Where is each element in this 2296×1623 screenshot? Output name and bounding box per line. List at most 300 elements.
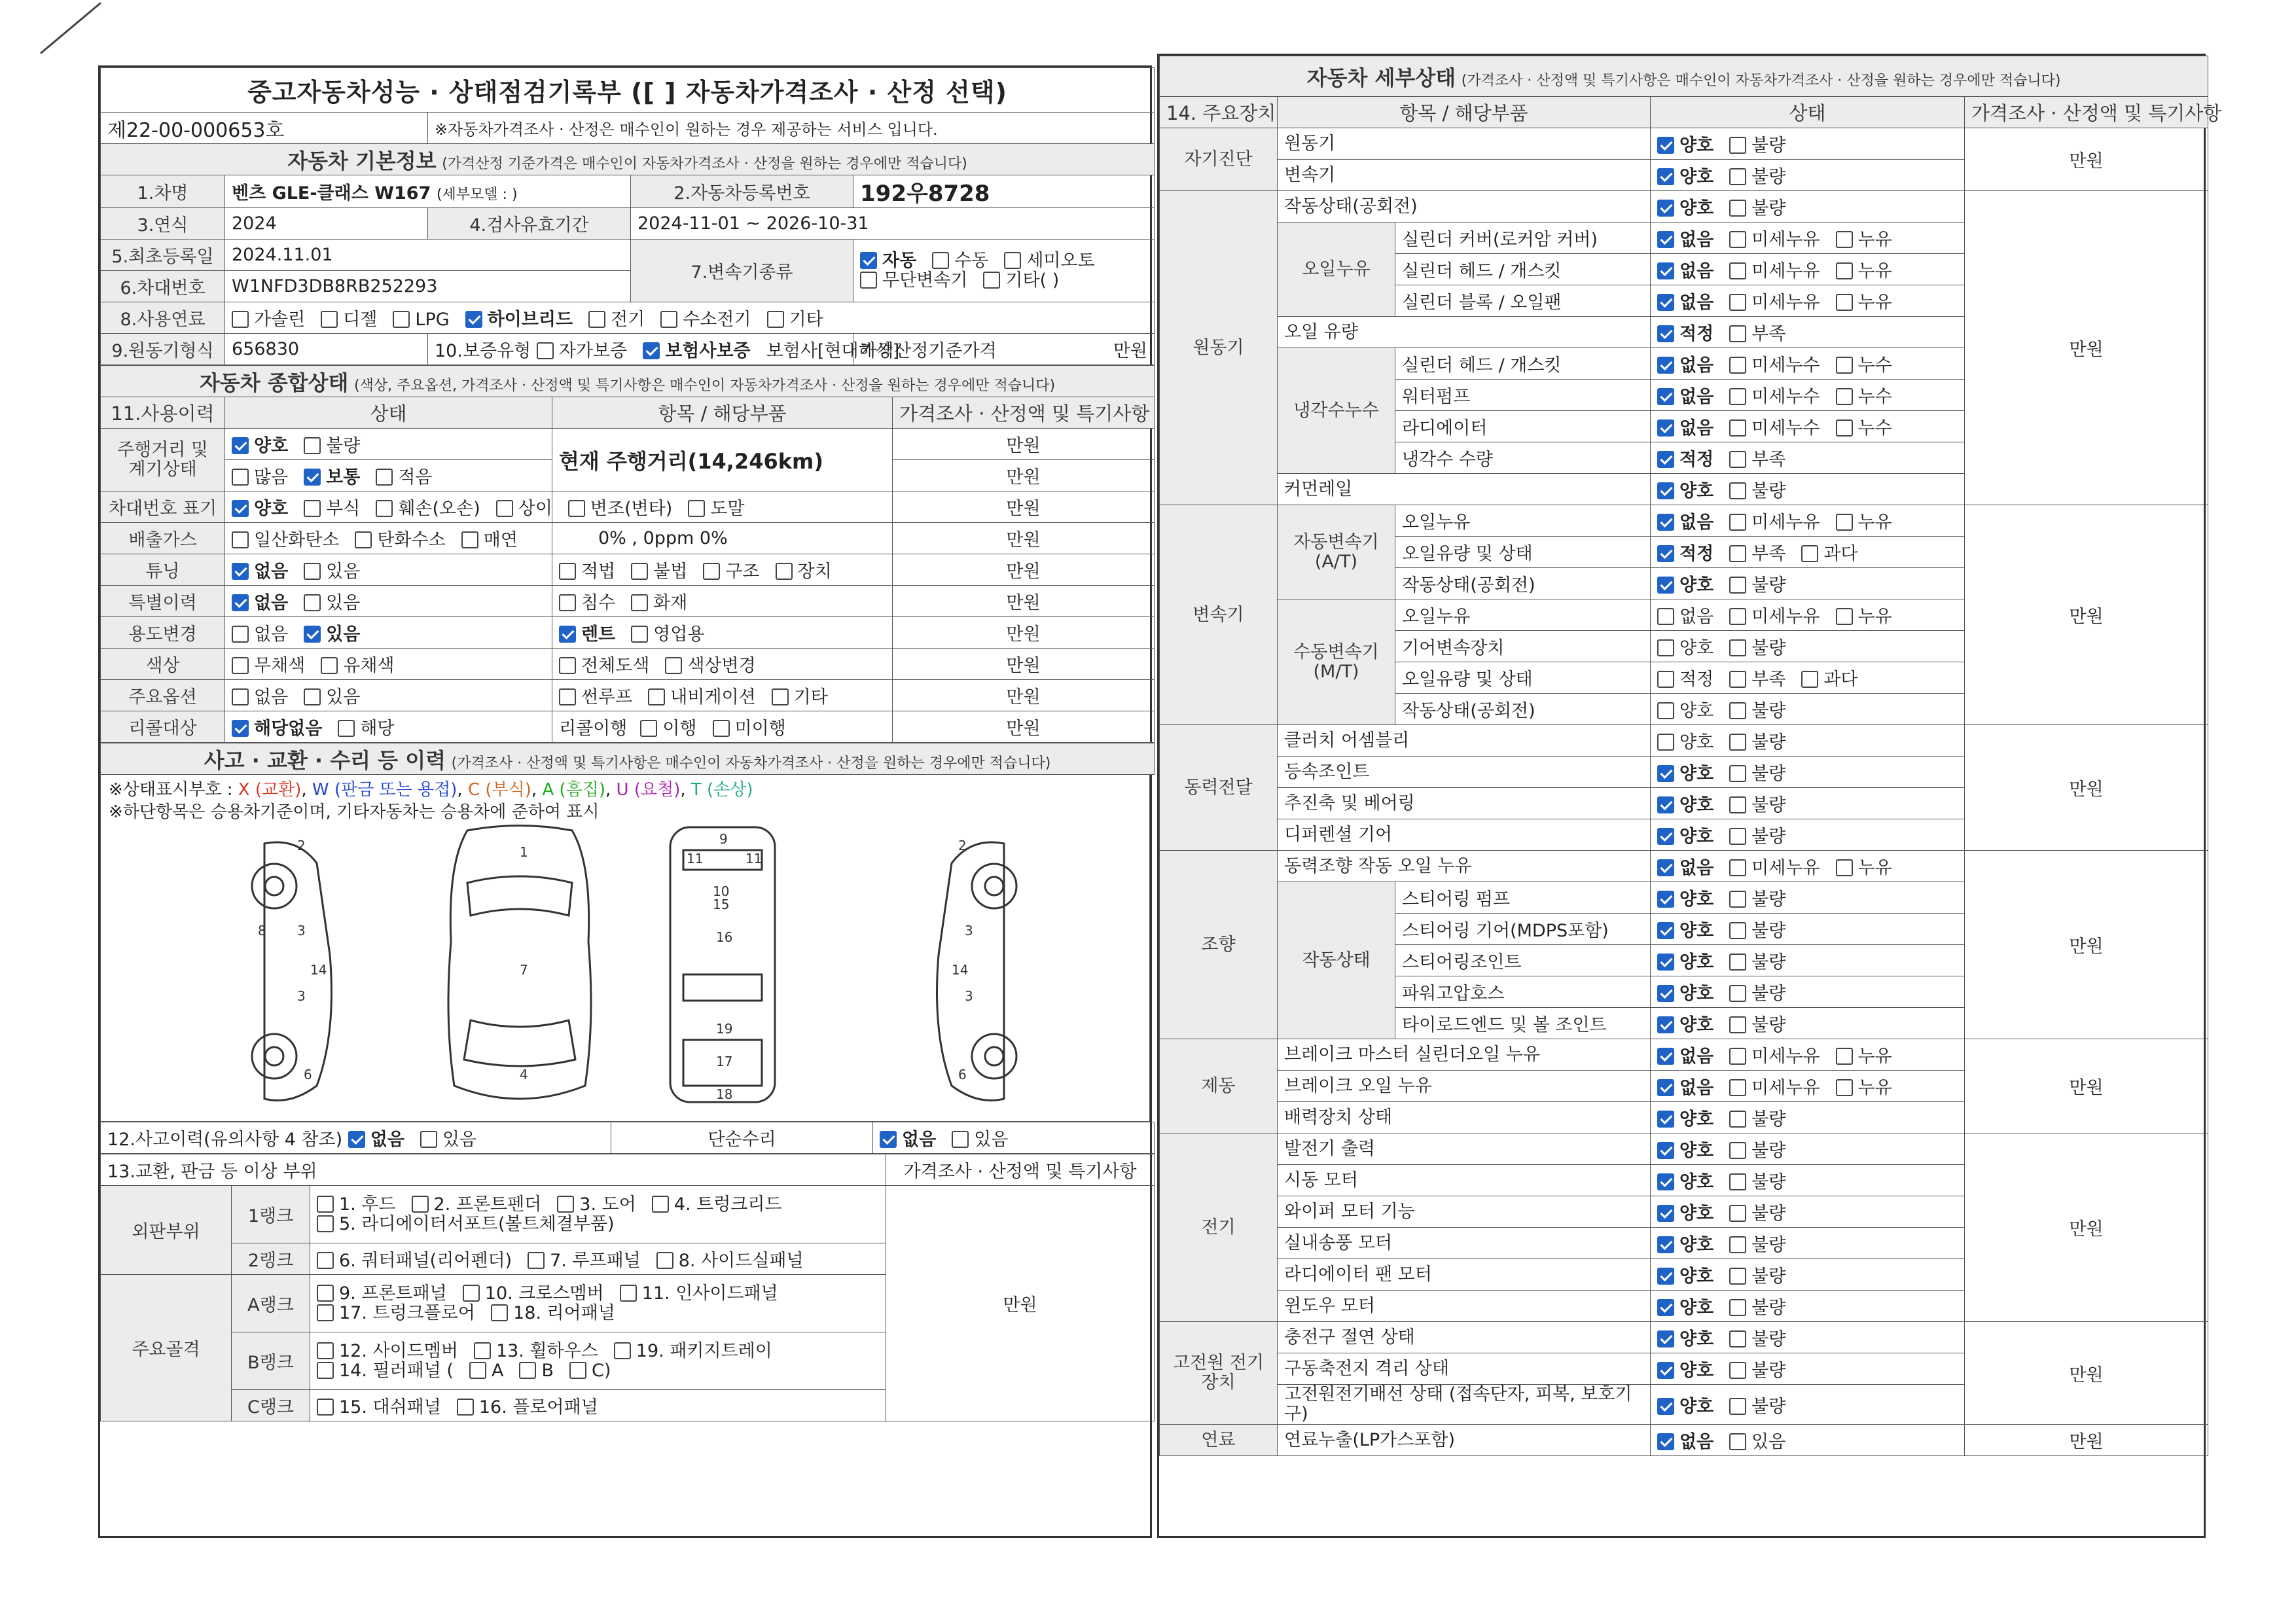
checkbox-option[interactable] <box>1729 414 1820 439</box>
checkbox-option[interactable] <box>569 1361 611 1381</box>
checked-box-icon[interactable] <box>1657 859 1674 876</box>
checked-box-icon[interactable] <box>1657 1299 1674 1316</box>
unchecked-box-icon[interactable] <box>776 563 793 580</box>
unchecked-box-icon[interactable] <box>232 469 249 486</box>
checkbox-option[interactable] <box>348 1125 404 1150</box>
unchecked-box-icon[interactable] <box>1801 671 1818 688</box>
checkbox-option[interactable] <box>1657 1199 1713 1224</box>
checkbox-option[interactable] <box>1657 1136 1713 1162</box>
checkbox-option[interactable] <box>232 651 305 677</box>
unchecked-box-icon[interactable] <box>1729 419 1746 437</box>
checkbox-option[interactable] <box>491 1304 615 1323</box>
checkbox-option[interactable] <box>1657 1325 1713 1350</box>
checked-box-icon[interactable] <box>1657 765 1674 782</box>
checkbox-option[interactable] <box>420 1125 476 1150</box>
checkbox-option[interactable] <box>1729 602 1820 628</box>
checkbox-option[interactable] <box>317 1393 441 1418</box>
checkbox-option[interactable] <box>469 1361 503 1381</box>
checkbox-option[interactable] <box>1836 351 1892 376</box>
checkbox-option[interactable] <box>1836 414 1892 439</box>
checkbox-option[interactable] <box>1657 791 1713 816</box>
checked-box-icon[interactable] <box>1657 168 1674 185</box>
unchecked-box-icon[interactable] <box>1836 419 1853 437</box>
unchecked-box-icon[interactable] <box>952 1131 969 1148</box>
unchecked-box-icon[interactable] <box>393 311 410 328</box>
unchecked-box-icon[interactable] <box>1729 137 1746 154</box>
unchecked-box-icon[interactable] <box>1729 671 1746 688</box>
checkbox-option[interactable] <box>1657 131 1713 156</box>
checkbox-option[interactable] <box>1657 1427 1713 1453</box>
checkbox-option[interactable] <box>465 305 573 330</box>
unchecked-box-icon[interactable] <box>1729 1205 1746 1222</box>
checkbox-option[interactable] <box>1657 885 1713 910</box>
checked-box-icon[interactable] <box>1657 1268 1674 1285</box>
checked-box-icon[interactable] <box>1657 922 1674 939</box>
checked-box-icon[interactable] <box>1657 796 1674 813</box>
checkbox-option[interactable] <box>1657 916 1713 942</box>
checkbox-option[interactable] <box>1729 1356 1785 1382</box>
checkbox-option[interactable] <box>1729 979 1785 1005</box>
checked-box-icon[interactable] <box>1657 1330 1674 1347</box>
checkbox-option[interactable] <box>1657 225 1713 251</box>
checkbox-option[interactable] <box>1729 382 1820 408</box>
checkbox-option[interactable] <box>1729 728 1785 753</box>
checkbox-option[interactable] <box>1657 633 1713 659</box>
checkbox-option[interactable] <box>317 1304 475 1323</box>
unchecked-box-icon[interactable] <box>1729 1142 1746 1159</box>
unchecked-box-icon[interactable] <box>420 1131 437 1148</box>
unchecked-box-icon[interactable] <box>569 1362 586 1379</box>
checked-box-icon[interactable] <box>1657 1205 1674 1222</box>
checkbox-option[interactable] <box>620 1284 778 1304</box>
unchecked-box-icon[interactable] <box>321 657 338 674</box>
unchecked-box-icon[interactable] <box>1729 1016 1746 1033</box>
unchecked-box-icon[interactable] <box>1729 1236 1746 1253</box>
checkbox-option[interactable] <box>588 305 645 330</box>
checkbox-option[interactable] <box>1729 194 1785 219</box>
checkbox-option[interactable] <box>559 651 649 677</box>
unchecked-box-icon[interactable] <box>1729 200 1746 217</box>
checkbox-option[interactable] <box>474 1342 598 1361</box>
checkbox-option[interactable] <box>1657 162 1713 188</box>
checkbox-option[interactable] <box>1004 251 1094 271</box>
checkbox-option[interactable] <box>568 494 672 520</box>
checkbox-option[interactable] <box>1729 1168 1785 1193</box>
checkbox-option[interactable] <box>1836 225 1892 251</box>
unchecked-box-icon[interactable] <box>1836 357 1853 374</box>
checkbox-option[interactable] <box>1657 508 1713 533</box>
checkbox-option[interactable] <box>1836 382 1892 408</box>
unchecked-box-icon[interactable] <box>588 311 605 328</box>
checkbox-option[interactable] <box>1836 1073 1892 1099</box>
checkbox-option[interactable] <box>952 1125 1008 1150</box>
checkbox-option[interactable] <box>232 494 288 520</box>
unchecked-box-icon[interactable] <box>1729 765 1746 782</box>
checkbox-option[interactable] <box>1729 1325 1785 1350</box>
checkbox-option[interactable] <box>767 305 823 330</box>
unchecked-box-icon[interactable] <box>614 1342 631 1359</box>
unchecked-box-icon[interactable] <box>1729 294 1746 311</box>
checkbox-option[interactable] <box>1657 257 1713 282</box>
unchecked-box-icon[interactable] <box>321 311 338 328</box>
checkbox-option[interactable] <box>1729 1136 1785 1162</box>
unchecked-box-icon[interactable] <box>232 311 249 328</box>
checkbox-option[interactable] <box>1729 948 1785 973</box>
unchecked-box-icon[interactable] <box>304 594 321 611</box>
unchecked-box-icon[interactable] <box>559 594 576 611</box>
unchecked-box-icon[interactable] <box>1657 702 1674 719</box>
checkbox-option[interactable] <box>1729 225 1820 251</box>
checkbox-option[interactable] <box>688 494 744 520</box>
checkbox-option[interactable] <box>660 305 751 330</box>
checkbox-option[interactable] <box>232 431 288 457</box>
checkbox-option[interactable] <box>232 683 288 708</box>
checked-box-icon[interactable] <box>1657 577 1674 594</box>
checked-box-icon[interactable] <box>1657 451 1674 468</box>
checkbox-option[interactable] <box>1729 1293 1785 1319</box>
checkbox-option[interactable] <box>304 431 360 457</box>
unchecked-box-icon[interactable] <box>1729 545 1746 562</box>
checkbox-option[interactable] <box>232 557 288 582</box>
unchecked-box-icon[interactable] <box>1657 734 1674 751</box>
unchecked-box-icon[interactable] <box>304 688 321 705</box>
checked-box-icon[interactable] <box>1657 954 1674 971</box>
unchecked-box-icon[interactable] <box>1657 671 1674 688</box>
checkbox-option[interactable] <box>631 620 704 645</box>
checkbox-option[interactable] <box>648 683 755 708</box>
checkbox-option[interactable] <box>1657 1356 1713 1382</box>
checked-box-icon[interactable] <box>232 594 249 611</box>
checkbox-option[interactable] <box>232 588 288 614</box>
checkbox-option[interactable] <box>1657 1073 1713 1099</box>
unchecked-box-icon[interactable] <box>304 500 321 517</box>
unchecked-box-icon[interactable] <box>631 594 648 611</box>
checkbox-option[interactable] <box>631 557 687 582</box>
checkbox-option[interactable] <box>1836 853 1892 879</box>
unchecked-box-icon[interactable] <box>1729 1173 1746 1190</box>
checkbox-option[interactable] <box>665 651 755 677</box>
checkbox-option[interactable] <box>1729 351 1820 376</box>
checkbox-option[interactable] <box>317 1195 396 1215</box>
unchecked-box-icon[interactable] <box>772 688 789 705</box>
unchecked-box-icon[interactable] <box>1729 1048 1746 1065</box>
checkbox-option[interactable] <box>1801 539 1857 565</box>
checked-box-icon[interactable] <box>1657 419 1674 437</box>
checkbox-option[interactable] <box>338 714 394 740</box>
checkbox-option[interactable] <box>1657 728 1713 753</box>
checkbox-option[interactable] <box>519 1361 554 1381</box>
unchecked-box-icon[interactable] <box>1836 231 1853 248</box>
unchecked-box-icon[interactable] <box>640 720 657 737</box>
checkbox-option[interactable] <box>232 526 339 551</box>
checked-box-icon[interactable] <box>643 342 660 359</box>
checkbox-option[interactable] <box>1729 1010 1785 1036</box>
checkbox-option[interactable] <box>412 1195 542 1215</box>
checkbox-option[interactable] <box>1729 319 1785 345</box>
unchecked-box-icon[interactable] <box>461 531 478 548</box>
checkbox-option[interactable] <box>1657 853 1713 879</box>
checked-box-icon[interactable] <box>1657 1142 1674 1159</box>
unchecked-box-icon[interactable] <box>688 500 705 517</box>
checked-box-icon[interactable] <box>1657 545 1674 562</box>
checkbox-option[interactable] <box>1729 1230 1785 1256</box>
checkbox-option[interactable] <box>463 1284 604 1304</box>
checked-box-icon[interactable] <box>1657 1111 1674 1128</box>
checkbox-option[interactable] <box>1729 1392 1785 1418</box>
unchecked-box-icon[interactable] <box>355 531 372 548</box>
checkbox-option[interactable] <box>1729 445 1785 471</box>
checkbox-option[interactable] <box>1657 1293 1713 1319</box>
checkbox-option[interactable] <box>1657 414 1713 439</box>
checkbox-option[interactable] <box>1729 571 1785 596</box>
unchecked-box-icon[interactable] <box>528 1252 545 1269</box>
checkbox-option[interactable] <box>652 1195 782 1215</box>
checked-box-icon[interactable] <box>1657 1362 1674 1379</box>
checked-box-icon[interactable] <box>1657 1433 1674 1450</box>
unchecked-box-icon[interactable] <box>338 720 355 737</box>
unchecked-box-icon[interactable] <box>496 500 513 517</box>
checkbox-option[interactable] <box>1657 665 1713 690</box>
checked-box-icon[interactable] <box>1657 985 1674 1002</box>
checked-box-icon[interactable] <box>348 1131 365 1148</box>
checkbox-option[interactable] <box>317 1215 615 1234</box>
checkbox-option[interactable] <box>1657 759 1713 785</box>
checkbox-option[interactable] <box>1657 1105 1713 1130</box>
checkbox-option[interactable] <box>1657 602 1713 628</box>
unchecked-box-icon[interactable] <box>1836 608 1853 625</box>
checkbox-option[interactable] <box>232 620 288 645</box>
checkbox-option[interactable] <box>1729 508 1820 533</box>
checkbox-option[interactable] <box>1729 539 1785 565</box>
unchecked-box-icon[interactable] <box>537 342 554 359</box>
unchecked-box-icon[interactable] <box>232 531 249 548</box>
unchecked-box-icon[interactable] <box>1729 954 1746 971</box>
checked-box-icon[interactable] <box>1657 1048 1674 1065</box>
checkbox-option[interactable] <box>860 271 967 291</box>
checkbox-option[interactable] <box>1657 288 1713 313</box>
checkbox-option[interactable] <box>304 620 360 645</box>
checkbox-option[interactable] <box>1836 1042 1892 1067</box>
unchecked-box-icon[interactable] <box>474 1342 491 1359</box>
checked-box-icon[interactable] <box>1657 388 1674 405</box>
checkbox-option[interactable] <box>1729 665 1785 690</box>
unchecked-box-icon[interactable] <box>559 563 576 580</box>
checkbox-option[interactable] <box>703 557 759 582</box>
checkbox-option[interactable] <box>376 463 432 488</box>
unchecked-box-icon[interactable] <box>469 1362 486 1379</box>
unchecked-box-icon[interactable] <box>1657 608 1674 625</box>
checkbox-option[interactable] <box>559 588 615 614</box>
checkbox-option[interactable] <box>559 683 632 708</box>
unchecked-box-icon[interactable] <box>1657 639 1674 656</box>
checkbox-option[interactable] <box>1657 1392 1713 1418</box>
unchecked-box-icon[interactable] <box>1729 1268 1746 1285</box>
checkbox-option[interactable] <box>1657 696 1713 722</box>
checked-box-icon[interactable] <box>1657 357 1674 374</box>
unchecked-box-icon[interactable] <box>1729 891 1746 908</box>
unchecked-box-icon[interactable] <box>1729 1330 1746 1347</box>
checked-box-icon[interactable] <box>1657 891 1674 908</box>
checkbox-option[interactable] <box>713 714 786 740</box>
unchecked-box-icon[interactable] <box>1836 262 1853 279</box>
unchecked-box-icon[interactable] <box>1729 859 1746 876</box>
checkbox-option[interactable] <box>614 1342 772 1361</box>
checkbox-option[interactable] <box>304 463 360 488</box>
checkbox-option[interactable] <box>1657 1010 1713 1036</box>
unchecked-box-icon[interactable] <box>713 720 730 737</box>
unchecked-box-icon[interactable] <box>1836 294 1853 311</box>
unchecked-box-icon[interactable] <box>1729 922 1746 939</box>
unchecked-box-icon[interactable] <box>1729 828 1746 845</box>
checked-box-icon[interactable] <box>860 252 877 269</box>
checked-box-icon[interactable] <box>1657 828 1674 845</box>
checkbox-option[interactable] <box>1657 1230 1713 1256</box>
checkbox-option[interactable] <box>631 588 687 614</box>
unchecked-box-icon[interactable] <box>1729 1079 1746 1096</box>
checked-box-icon[interactable] <box>465 311 482 328</box>
unchecked-box-icon[interactable] <box>1729 262 1746 279</box>
checked-box-icon[interactable] <box>1657 231 1674 248</box>
unchecked-box-icon[interactable] <box>1836 859 1853 876</box>
checkbox-option[interactable] <box>496 494 552 520</box>
checkbox-option[interactable] <box>1729 1105 1785 1130</box>
checkbox-option[interactable] <box>1836 288 1892 313</box>
checkbox-option[interactable] <box>1729 853 1820 879</box>
unchecked-box-icon[interactable] <box>559 657 576 674</box>
checkbox-option[interactable] <box>393 310 449 330</box>
checked-box-icon[interactable] <box>1657 514 1674 531</box>
checkbox-option[interactable] <box>1657 1042 1713 1067</box>
checkbox-option[interactable] <box>1729 791 1785 816</box>
checkbox-option[interactable] <box>1801 665 1857 690</box>
checked-box-icon[interactable] <box>1657 482 1674 499</box>
checkbox-option[interactable] <box>317 1284 447 1304</box>
checkbox-option[interactable] <box>1657 351 1713 376</box>
checked-box-icon[interactable] <box>1657 325 1674 342</box>
checkbox-option[interactable] <box>1729 476 1785 502</box>
checkbox-option[interactable] <box>1729 916 1785 942</box>
checkbox-option[interactable] <box>461 526 518 551</box>
checkbox-option[interactable] <box>880 1125 936 1150</box>
unchecked-box-icon[interactable] <box>519 1362 536 1379</box>
checked-box-icon[interactable] <box>304 469 321 486</box>
checkbox-option[interactable] <box>1729 1073 1820 1099</box>
checkbox-option[interactable] <box>1657 979 1713 1005</box>
checkbox-option[interactable] <box>776 557 832 582</box>
checkbox-option[interactable] <box>1657 445 1713 471</box>
unchecked-box-icon[interactable] <box>376 469 393 486</box>
unchecked-box-icon[interactable] <box>665 657 682 674</box>
checkbox-option[interactable] <box>1657 571 1713 596</box>
unchecked-box-icon[interactable] <box>557 1196 574 1213</box>
checkbox-option[interactable] <box>304 588 360 614</box>
unchecked-box-icon[interactable] <box>1729 1398 1746 1415</box>
unchecked-box-icon[interactable] <box>648 688 665 705</box>
checked-box-icon[interactable] <box>1657 1236 1674 1253</box>
checkbox-option[interactable] <box>860 251 916 271</box>
checkbox-option[interactable] <box>1729 288 1820 313</box>
unchecked-box-icon[interactable] <box>1729 325 1746 342</box>
checked-box-icon[interactable] <box>1657 200 1674 217</box>
unchecked-box-icon[interactable] <box>317 1285 334 1302</box>
checked-box-icon[interactable] <box>1657 137 1674 154</box>
unchecked-box-icon[interactable] <box>656 1252 673 1269</box>
unchecked-box-icon[interactable] <box>1729 1299 1746 1316</box>
checkbox-option[interactable] <box>1657 1262 1713 1287</box>
checkbox-option[interactable] <box>304 683 360 708</box>
unchecked-box-icon[interactable] <box>1729 1433 1746 1450</box>
unchecked-box-icon[interactable] <box>559 688 576 705</box>
checkbox-option[interactable] <box>1729 162 1785 188</box>
checkbox-option[interactable] <box>1657 539 1713 565</box>
unchecked-box-icon[interactable] <box>317 1252 334 1269</box>
unchecked-box-icon[interactable] <box>1836 1079 1853 1096</box>
checkbox-option[interactable] <box>643 336 750 362</box>
checkbox-option[interactable] <box>1657 382 1713 408</box>
checkbox-option[interactable] <box>304 494 360 520</box>
checkbox-option[interactable] <box>559 620 615 645</box>
checked-box-icon[interactable] <box>1657 1079 1674 1096</box>
checkbox-option[interactable] <box>1729 696 1785 722</box>
checked-box-icon[interactable] <box>304 626 321 643</box>
unchecked-box-icon[interactable] <box>317 1342 334 1359</box>
checkbox-option[interactable] <box>656 1246 804 1272</box>
unchecked-box-icon[interactable] <box>1801 545 1818 562</box>
checkbox-option[interactable] <box>1729 633 1785 659</box>
checkbox-option[interactable] <box>1657 948 1713 973</box>
unchecked-box-icon[interactable] <box>1729 1362 1746 1379</box>
checkbox-option[interactable] <box>1729 822 1785 847</box>
unchecked-box-icon[interactable] <box>304 563 321 580</box>
checkbox-option[interactable] <box>232 305 305 330</box>
unchecked-box-icon[interactable] <box>457 1399 474 1416</box>
unchecked-box-icon[interactable] <box>1729 608 1746 625</box>
unchecked-box-icon[interactable] <box>1004 252 1021 269</box>
unchecked-box-icon[interactable] <box>1729 702 1746 719</box>
unchecked-box-icon[interactable] <box>463 1285 480 1302</box>
unchecked-box-icon[interactable] <box>1729 639 1746 656</box>
unchecked-box-icon[interactable] <box>932 252 949 269</box>
unchecked-box-icon[interactable] <box>317 1304 334 1321</box>
unchecked-box-icon[interactable] <box>1729 514 1746 531</box>
unchecked-box-icon[interactable] <box>703 563 720 580</box>
checkbox-option[interactable] <box>557 1195 636 1215</box>
checkbox-option[interactable] <box>457 1393 598 1418</box>
checkbox-option[interactable] <box>1657 194 1713 219</box>
unchecked-box-icon[interactable] <box>317 1399 334 1416</box>
unchecked-box-icon[interactable] <box>1729 796 1746 813</box>
checked-box-icon[interactable] <box>1657 1016 1674 1033</box>
checked-box-icon[interactable] <box>1657 294 1674 311</box>
checkbox-option[interactable] <box>317 1342 458 1361</box>
checkbox-option[interactable] <box>1729 1427 1785 1453</box>
checkbox-option[interactable] <box>321 305 377 330</box>
checked-box-icon[interactable] <box>232 500 249 517</box>
checkbox-option[interactable] <box>1657 319 1713 345</box>
checkbox-option[interactable] <box>232 463 288 488</box>
unchecked-box-icon[interactable] <box>412 1196 429 1213</box>
checkbox-option[interactable] <box>537 336 627 362</box>
unchecked-box-icon[interactable] <box>1729 734 1746 751</box>
unchecked-box-icon[interactable] <box>1729 357 1746 374</box>
checkbox-option[interactable] <box>932 251 988 271</box>
unchecked-box-icon[interactable] <box>1729 985 1746 1002</box>
checkbox-option[interactable] <box>1729 1199 1785 1224</box>
checkbox-option[interactable] <box>1657 476 1713 502</box>
unchecked-box-icon[interactable] <box>620 1285 637 1302</box>
checked-box-icon[interactable] <box>232 563 249 580</box>
checkbox-option[interactable] <box>1836 508 1892 533</box>
